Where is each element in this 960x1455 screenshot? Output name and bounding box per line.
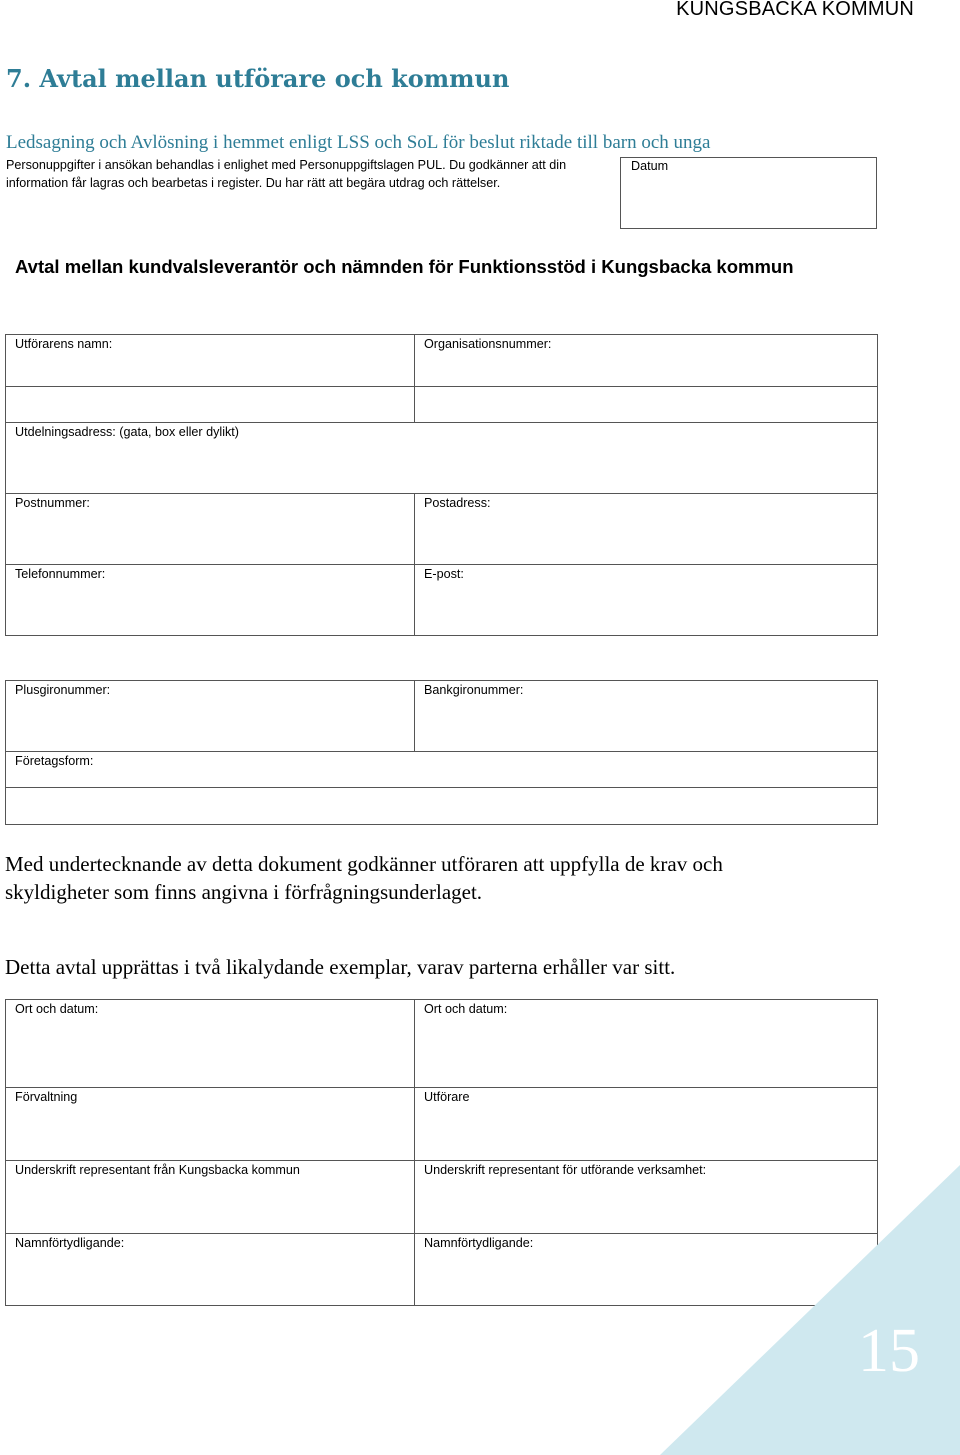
postal-address-label: Postadress: [424, 496, 491, 510]
privacy-notice [6, 157, 596, 192]
phone-label: Telefonnummer: [15, 567, 106, 581]
name-clarification-left-label: Namnförtydligande: [15, 1236, 125, 1250]
place-date-right-field[interactable] [415, 1000, 878, 1088]
provider-info-table [5, 334, 878, 636]
signature-kommun-field[interactable] [6, 1161, 415, 1234]
empty-cell [6, 387, 415, 423]
delivery-address-label: Utdelningsadress: (gata, box eller dylikt) [15, 425, 239, 439]
name-clarification-left-field[interactable] [6, 1234, 415, 1306]
privacy-notice-line: Personuppgifter i ansökan behandlas i enlighet med Personuppgiftslagen PUL. Du godkänner att din [6, 158, 567, 172]
place-date-left-label: Ort och datum: [15, 1002, 99, 1016]
copies-statement: Detta avtal upprättas i två likalydande exemplar, varav parterna erhåller var sitt. [5, 955, 676, 979]
org-number-label: Organisationsnummer: [424, 337, 552, 351]
administration-label: Förvaltning [15, 1090, 78, 1104]
signature-kommun-label: Underskrift representant från Kungsbacka kommun [15, 1163, 300, 1177]
privacy-notice-line: information får lagras och bearbetas i register. Du har rätt att begära utdrag och rättelser. [6, 175, 501, 190]
email-label: E-post: [424, 567, 464, 581]
bankgiro-field[interactable] [415, 681, 878, 752]
postal-code-label: Postnummer: [15, 496, 90, 510]
payment-info-table [5, 680, 878, 825]
agreement-heading: Avtal mellan kundvalsleverantör och nämnden för Funktionsstöd i Kungsbacka kommun [15, 256, 794, 277]
page-number: 15 [858, 1317, 920, 1385]
organization-name: KUNGSBACKA KOMMUN [676, 0, 914, 20]
place-date-right-label: Ort och datum: [424, 1002, 508, 1016]
postal-code-field[interactable] [6, 494, 415, 565]
plusgiro-label: Plusgironummer: [15, 683, 111, 697]
provider-name-label: Utförarens namn: [15, 337, 113, 351]
email-field[interactable] [415, 565, 878, 636]
provider-name-field[interactable] [6, 335, 415, 387]
company-type-input[interactable] [6, 788, 878, 825]
company-type-label: Företagsform: [15, 754, 94, 768]
place-date-left-field[interactable] [6, 1000, 415, 1088]
section-subtitle: Ledsagning och Avlösning i hemmet enligt LSS och SoL för beslut riktade till barn och unga [6, 132, 711, 153]
name-clarification-right-label: Namnförtydligande: [424, 1236, 534, 1250]
provider-field[interactable] [415, 1088, 878, 1161]
provider-label: Utförare [424, 1090, 470, 1104]
acceptance-statement: Med undertecknande av detta dokument godkänner utföraren att uppfylla de krav och skyldigheter som finns angivna i förfrågningsunderlaget. [5, 852, 723, 904]
delivery-address-field[interactable] [6, 423, 878, 494]
date-label: Datum [631, 159, 669, 173]
plusgiro-field[interactable] [6, 681, 415, 752]
corner-decoration [660, 1165, 960, 1455]
empty-cell [415, 387, 878, 423]
date-field[interactable] [620, 157, 877, 229]
company-type-field[interactable] [6, 752, 878, 788]
signature-provider-label: Underskrift representant för utförande verksamhet: [424, 1163, 707, 1177]
administration-field[interactable] [6, 1088, 415, 1161]
corner-triangle [660, 1165, 960, 1455]
bankgiro-label: Bankgironummer: [424, 683, 524, 697]
org-number-field[interactable] [415, 335, 878, 387]
phone-field[interactable] [6, 565, 415, 636]
postal-address-field[interactable] [415, 494, 878, 565]
section-title: 7. Avtal mellan utförare och kommun [6, 64, 510, 93]
